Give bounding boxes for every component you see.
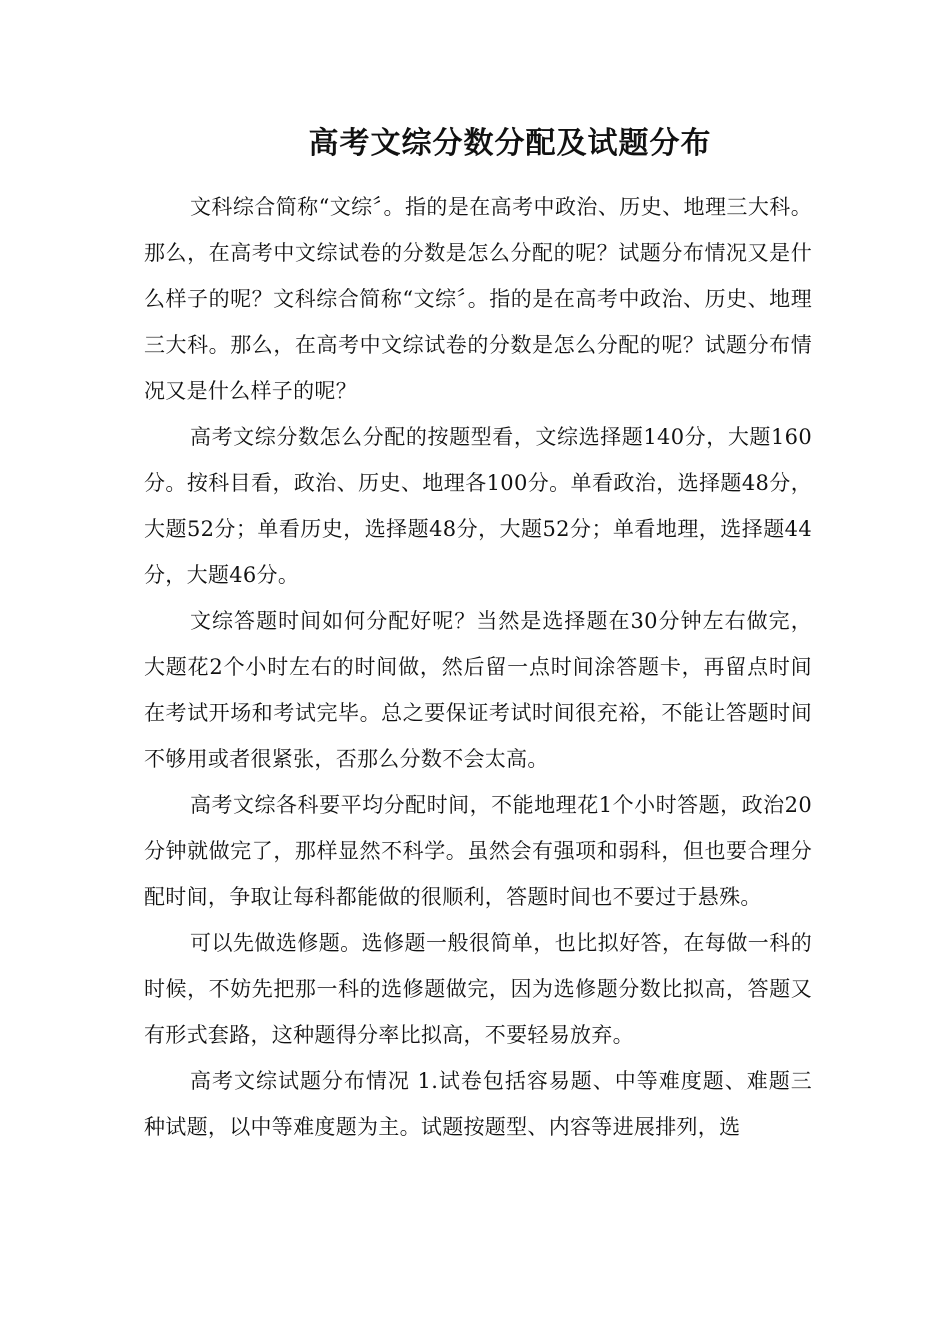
paragraph: 文科综合简称“文综〞。指的是在高考中政治、历史、地理三大科。那么，在高考中文综试卷的分数是怎么分配的呢？试题分布情况又是什么样子的呢？文科综合简称“文综〞。指的是在高考中政治、历史、地理三大科。那么，在高考中文综试卷的分数是怎么分配的呢？试题分布情况又是什么样子的呢？ [144,195,812,403]
paragraph: 高考文综试题分布情况 1.试卷包括容易题、中等难度题、难题三种试题，以中等难度题为主。试题按题型、内容等进展排列，选 [144,1069,812,1139]
paragraph: 可以先做选修题。选修题一般很简单，也比拟好答，在每做一科的时候，不妨先把那一科的选修题做完，因为选修题分数比拟高，答题又有形式套路，这种题得分率比拟高，不要轻易放弃。 [144,931,812,1047]
paragraph: 高考文综分数怎么分配的按题型看，文综选择题140分，大题160分。按科目看，政治、历史、地理各100分。单看政治，选择题48分，大题52分；单看历史，选择题48分，大题52分；单看地理，选择题44分，大题46分。 [144,425,812,587]
document-title: 高考文综分数分配及试题分布 [308,126,712,161]
document-body [144,184,812,1150]
paragraph: 高考文综各科要平均分配时间，不能地理花1个小时答题，政治20分钟就做完了，那样显然不科学。虽然会有强项和弱科，但也要合理分配时间，争取让每科都能做的很顺利，答题时间也不要过于悬殊。 [144,793,812,909]
paragraph: 文综答题时间如何分配好呢？当然是选择题在30分钟左右做完，大题花2个小时左右的时间做，然后留一点时间涂答题卡，再留点时间在考试开场和考试完毕。总之要保证考试时间很充裕，不能让答题时间不够用或者很紧张，否那么分数不会太高。 [144,609,812,771]
